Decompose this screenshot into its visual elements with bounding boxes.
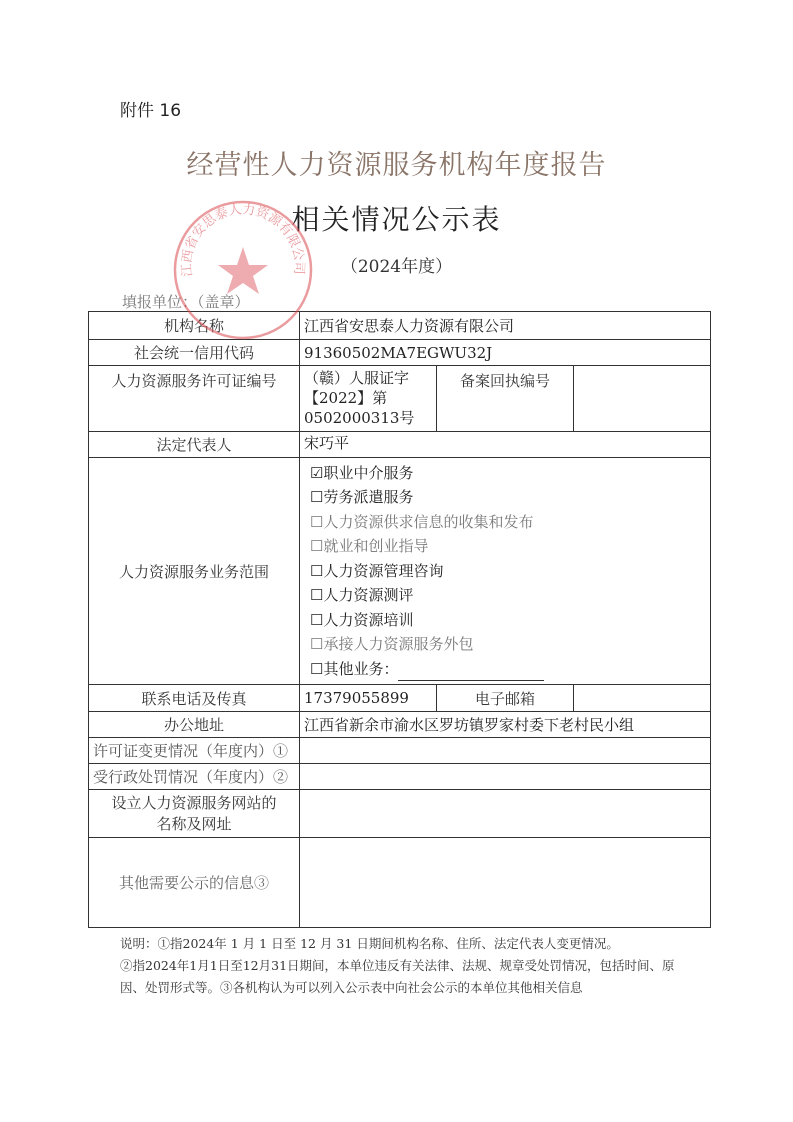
- row-legal-rep: [89, 432, 711, 458]
- scope-item-other-label: ☐其他业务：: [310, 659, 399, 678]
- scope-item-labor-dispatch: ☐劳务派遣服务: [310, 488, 414, 507]
- seal-text: 江西省安思泰人力资源有限公司: [179, 202, 307, 278]
- email-label: 电子邮箱: [437, 685, 574, 712]
- scope-item-job-agency: ☑职业中介服务: [310, 463, 414, 482]
- business-scope-label: 人力资源服务业务范围: [89, 458, 300, 685]
- website-label: [89, 790, 300, 838]
- note-line-3: 因、处罚形式等。③各机构认为可以列入公示表中向社会公示的本单位其他相关信息: [120, 980, 583, 995]
- business-scope-list: [300, 458, 711, 685]
- other-business-blank: [398, 666, 544, 681]
- filing-unit-label: 填报单位：（盖章）: [122, 293, 250, 311]
- row-other-info: [89, 838, 711, 928]
- row-website: [89, 790, 711, 838]
- scope-item-employment-guidance: ☐就业和创业指导: [310, 537, 429, 556]
- legal-rep-value: 宋巧平: [300, 432, 711, 458]
- scope-item-hr-training: ☐人力资源培训: [310, 610, 414, 629]
- org-name-value: 江西省安思泰人力资源有限公司: [300, 312, 711, 340]
- other-info-label: 其他需要公示的信息③: [89, 838, 300, 928]
- row-credit-code: [89, 340, 711, 366]
- phone-value: 17379055899: [300, 685, 437, 712]
- row-org-name: [89, 312, 711, 340]
- penalty-label: 受行政处罚情况（年度内）②: [89, 764, 300, 790]
- row-business-scope: [89, 458, 711, 685]
- disclosure-form: [88, 311, 711, 928]
- credit-code-label: 社会统一信用代码: [89, 340, 300, 366]
- penalty-value: [300, 764, 711, 790]
- license-change-value: [300, 738, 711, 764]
- scope-item-other: [310, 657, 706, 682]
- website-value: [300, 790, 711, 838]
- row-phone: [89, 685, 711, 712]
- scope-item-supply-demand-info: ☐人力资源供求信息的收集和发布: [310, 512, 534, 531]
- report-year: （2024年度）: [340, 257, 453, 277]
- address-value: 江西省新余市渝水区罗坊镇罗家村委下老村民小组: [300, 712, 711, 738]
- notes: [120, 933, 700, 999]
- license-label: 人力资源服务许可证编号: [89, 366, 300, 432]
- address-label: 办公地址: [89, 712, 300, 738]
- row-penalty: [89, 764, 711, 790]
- scope-item-hr-consulting: ☐人力资源管理咨询: [310, 561, 444, 580]
- phone-label: 联系电话及传真: [89, 685, 300, 712]
- scope-item-hr-assessment: ☐人力资源测评: [310, 586, 414, 605]
- email-value: [574, 685, 711, 712]
- note-line-2: ②指2024年1月1日至12月31日期间，本单位违反有关法律、法规、规章受处罚情况，包括时间、原: [120, 958, 675, 973]
- scope-item-hr-outsourcing: ☐承接人力资源服务外包: [310, 635, 474, 654]
- credit-code-value: 91360502MA7EGWU32J: [300, 340, 711, 366]
- attachment-label: 附件 16: [120, 101, 182, 121]
- other-info-value: [300, 838, 711, 928]
- website-label-line-1: 设立人力资源服务网站的: [111, 793, 277, 812]
- website-label-line-2: 名称及网址: [156, 814, 232, 833]
- org-name-label: 机构名称: [89, 312, 300, 340]
- license-change-label: 许可证变更情况（年度内）①: [89, 738, 300, 764]
- license-value: [300, 366, 437, 432]
- legal-rep-label: 法定代表人: [89, 432, 300, 458]
- row-license: [89, 366, 711, 432]
- note-line-1: 说明：①指2024年 1 月 1 日至 12 月 31 日期间机构名称、住所、法定代表人变更情况。: [120, 936, 619, 951]
- license-line-3: 0502000313号: [304, 409, 415, 427]
- row-address: [89, 712, 711, 738]
- report-title: 经营性人力资源服务机构年度报告: [186, 150, 607, 181]
- report-subtitle: 相关情况公示表: [291, 203, 502, 236]
- license-line-1: （赣）人服证字: [304, 369, 410, 387]
- row-license-change: [89, 738, 711, 764]
- filing-number-value: [574, 366, 711, 432]
- filing-number-label: 备案回执编号: [437, 366, 574, 432]
- license-line-2: 【2022】第: [304, 389, 388, 407]
